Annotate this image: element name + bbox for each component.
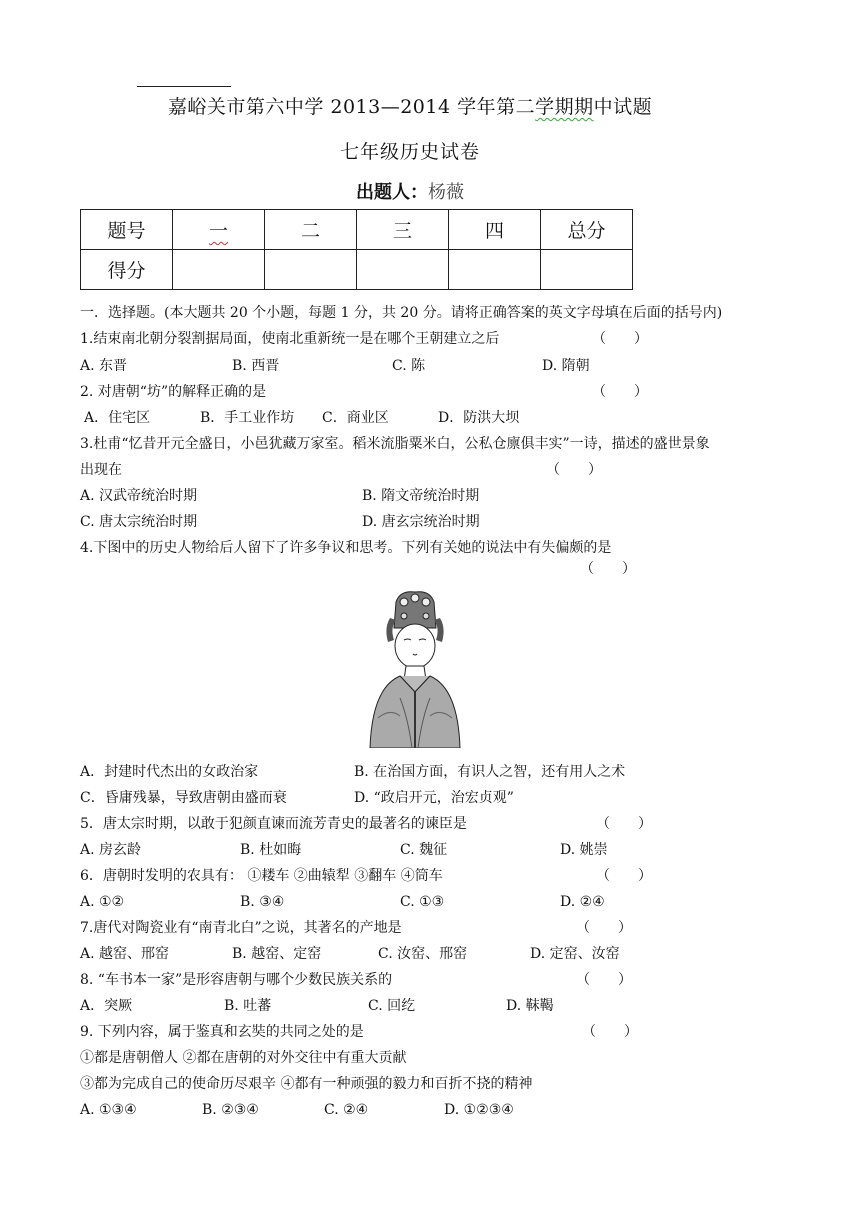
- q2-stem: 2. 对唐朝“坊”的解释正确的是: [80, 384, 267, 400]
- score-input-cell[interactable]: [449, 250, 541, 290]
- q5-option-d[interactable]: D. 姚崇: [560, 842, 608, 858]
- q1-option-d[interactable]: D. 隋朝: [542, 358, 590, 374]
- q9-statement-1: ①都是唐朝僧人 ②都在唐朝的对外交往中有重大贡献: [80, 1050, 407, 1066]
- q3-option-d[interactable]: D. 唐玄宗统治时期: [362, 514, 480, 530]
- q3-stem: 3.杜甫“忆昔开元全盛日，小邑犹藏万家室。稻米流脂粟米白，公私仓廪俱丰实”一诗，描述的盛世景象: [80, 436, 710, 452]
- q9-option-a[interactable]: A. ①③④: [80, 1102, 137, 1118]
- q7-option-d[interactable]: D. 定窑、汝窑: [530, 946, 620, 962]
- q6-option-a[interactable]: A. ①②: [80, 894, 125, 910]
- q8-option-b[interactable]: B. 吐蕃: [224, 998, 272, 1014]
- q2-option-b[interactable]: B．手工业作坊: [200, 410, 295, 426]
- section1-heading: 一．选择题。(本大题共 20 个小题，每题 1 分，共 20 分。请将正确答案的英文字母填在后面的括号内): [80, 305, 723, 321]
- q4-option-d[interactable]: D. “政启开元，治宏贞观”: [354, 790, 514, 806]
- q5-option-b[interactable]: B. 杜如晦: [240, 842, 302, 858]
- q9-option-b[interactable]: B. ②③④: [202, 1102, 259, 1118]
- exam-subtitle: 七年级历史试卷: [339, 141, 480, 163]
- q2-answer-paren[interactable]: （ ）: [592, 384, 648, 400]
- q7-option-c[interactable]: C. 汝窑、邢窑: [378, 946, 468, 962]
- q3-stem-cont: 出现在: [80, 462, 122, 478]
- score-input-cell[interactable]: [541, 250, 633, 290]
- top-rule: [137, 86, 231, 87]
- score-input-cell[interactable]: [357, 250, 449, 290]
- score-input-cell[interactable]: [173, 250, 265, 290]
- q6-option-b[interactable]: B. ③④: [240, 894, 285, 910]
- q2-option-d[interactable]: D．防洪大坝: [438, 410, 520, 426]
- q3-option-b[interactable]: B. 隋文帝统治时期: [362, 488, 480, 504]
- score-table-row-score: [81, 250, 633, 290]
- score-cell: 三: [357, 210, 449, 250]
- q7-option-a[interactable]: A. 越窑、邢窑: [80, 946, 170, 962]
- score-cell: 得分: [81, 250, 173, 290]
- q3-option-c[interactable]: C. 唐太宗统治时期: [80, 514, 198, 530]
- q1-answer-paren[interactable]: （ ）: [592, 331, 648, 347]
- q1-option-c[interactable]: C. 陈: [392, 358, 426, 374]
- q6-stem: 6．唐朝时发明的农具有： ①耧车 ②曲辕犁 ③翻车 ④筒车: [80, 868, 443, 884]
- q8-option-a[interactable]: A．突厥: [80, 998, 133, 1014]
- q9-option-d[interactable]: D. ①②③④: [444, 1102, 514, 1118]
- q9-option-c[interactable]: C. ②④: [324, 1102, 369, 1118]
- q8-stem: 8. “车书本一家”是形容唐朝与哪个少数民族关系的: [80, 972, 393, 988]
- q1-stem: 1.结束南北朝分裂割据局面，使南北重新统一是在哪个王朝建立之后: [80, 331, 500, 347]
- score-cell: 二: [265, 210, 357, 250]
- score-input-cell[interactable]: [265, 250, 357, 290]
- score-cell: 总分: [541, 210, 633, 250]
- q8-option-c[interactable]: C. 回纥: [368, 998, 416, 1014]
- q6-option-c[interactable]: C. ①③: [400, 894, 445, 910]
- empress-portrait-icon: [360, 588, 470, 748]
- q8-answer-paren[interactable]: （ ）: [576, 972, 632, 988]
- q7-answer-paren[interactable]: （ ）: [576, 920, 632, 936]
- q4-stem: 4.下图中的历史人物给后人留下了许多争议和思考。下列有关她的说法中有失偏颇的是: [80, 540, 612, 556]
- q5-option-c[interactable]: C. 魏征: [400, 842, 448, 858]
- q6-option-d[interactable]: D. ②④: [560, 894, 605, 910]
- q3-option-a[interactable]: A. 汉武帝统治时期: [80, 488, 198, 504]
- q4-option-b[interactable]: B. 在治国方面，有识人之智，还有用人之术: [354, 764, 626, 780]
- q9-answer-paren[interactable]: （ ）: [582, 1024, 638, 1040]
- q2-option-c[interactable]: C．商业区: [322, 410, 389, 426]
- score-cell: 四: [449, 210, 541, 250]
- q4-option-c[interactable]: C．昏庸残暴，导致唐朝由盛而衰: [80, 790, 287, 806]
- q4-option-a[interactable]: A．封建时代杰出的女政治家: [80, 764, 259, 780]
- q5-stem: 5．唐太宗时期，以敢于犯颜直谏而流芳青史的最著名的谏臣是: [80, 816, 467, 832]
- q7-stem: 7.唐代对陶瓷业有“南青北白”之说，其著名的产地是: [80, 920, 402, 936]
- q6-answer-paren[interactable]: （ ）: [596, 868, 652, 884]
- q5-option-a[interactable]: A. 房玄龄: [80, 842, 142, 858]
- score-cell: 题号: [81, 210, 173, 250]
- exam-title: 嘉峪关市第六中学 2013—2014 学年第二学期期中试题: [167, 96, 653, 118]
- score-table-row-header: [81, 210, 633, 250]
- q5-answer-paren[interactable]: （ ）: [596, 816, 652, 832]
- score-table: [80, 209, 633, 290]
- q1-option-a[interactable]: A. 东晋: [80, 358, 128, 374]
- q9-stem: 9. 下列内容，属于鉴真和玄奘的共同之处的是: [80, 1024, 364, 1040]
- q3-answer-paren[interactable]: （ ）: [546, 462, 602, 478]
- q1-option-b[interactable]: B. 西晋: [232, 358, 280, 374]
- q2-option-a[interactable]: A．住宅区: [84, 410, 151, 426]
- score-cell: 一: [173, 210, 265, 250]
- q4-answer-paren[interactable]: （ ）: [580, 561, 636, 577]
- q7-option-b[interactable]: B. 越窑、定窑: [232, 946, 322, 962]
- q8-option-d[interactable]: D. 靺鞨: [506, 998, 554, 1014]
- exam-author: 出题人：杨薇: [356, 182, 464, 203]
- q9-statement-2: ③都为完成自己的使命历尽艰辛 ④都有一种顽强的毅力和百折不挠的精神: [80, 1076, 533, 1092]
